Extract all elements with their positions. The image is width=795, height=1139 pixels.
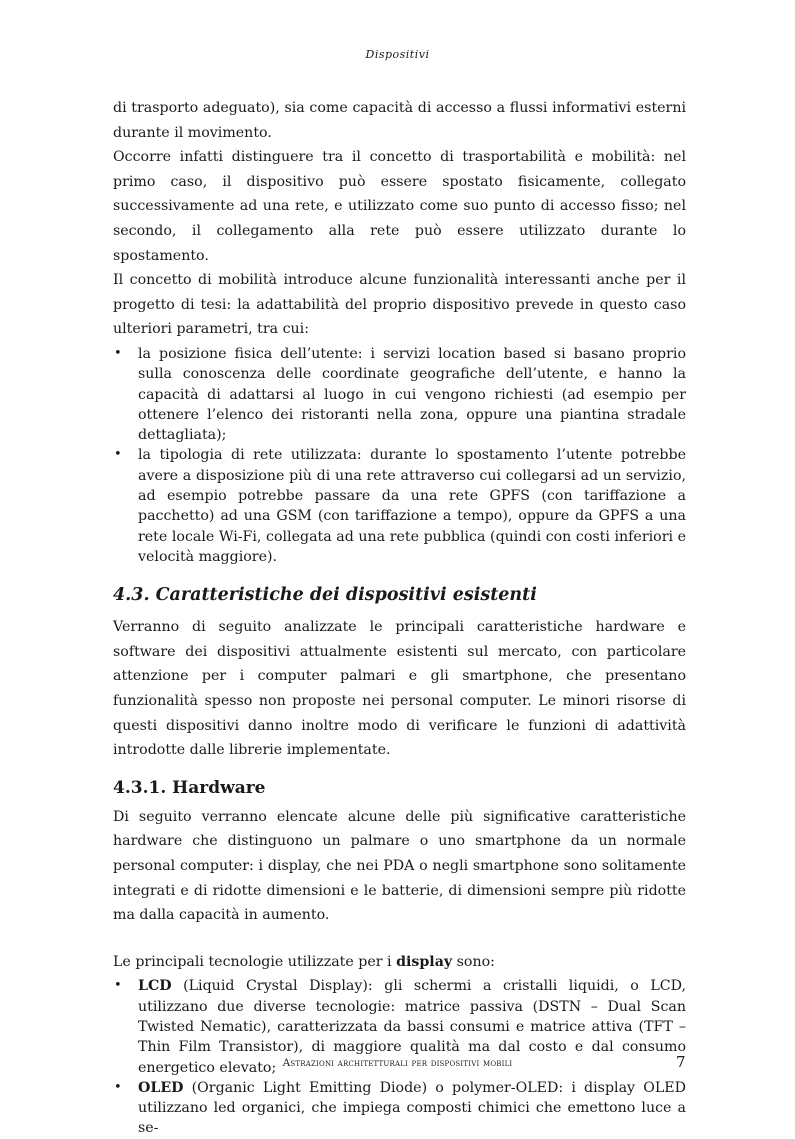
term-lcd: LCD xyxy=(138,978,172,995)
section-4-3-body: Verranno di seguito analizzate le principali caratteristiche hardware e software dei dispositivi attualmente esistenti sul mercato, con particolare attenzione per i computer palmari e gli smartphone, che presentano funzionalità spesso non proposte nei personal computer. Le minori risorse di questi dispositivi danno inoltre modo di verificare le funzioni di adattività introdotte dalle librerie implementate. xyxy=(113,619,686,759)
page-content xyxy=(113,96,686,1139)
display-intro-bold: display xyxy=(396,953,453,970)
display-intro xyxy=(113,950,686,975)
oled-description: (Organic Light Emitting Diode) o polymer-OLED: i display OLED utilizzano led organici, che impiega composti chimici che emettono luce a se- xyxy=(138,1079,686,1137)
paragraph-continued: di trasporto adeguato), sia come capacità di accesso a flussi informativi esterni durante il movimento. xyxy=(113,100,686,141)
paragraph-mobility-concept: Occorre infatti distinguere tra il concetto di trasportabilità e mobilità: nel primo caso, il dispositivo può essere spostato fisicamente, collegato successivamente ad una rete, e utilizzato come suo punto di accesso fisso; nel secondo, il collegamento alla rete può essere utilizzato durante lo spostamento. xyxy=(113,149,686,264)
page-number: 7 xyxy=(676,1053,686,1071)
hardware-body: Di seguito verranno elencate alcune delle più significative caratteristiche hardware che distinguono un palmare o uno smartphone da un normale personal computer: i display, che nei PDA o negli smartphone sono solitamente integrati e di ridotte dimensioni e le batterie, di dimensioni sempre più ridotte ma dalla capacità in aumento. xyxy=(113,808,686,924)
running-header: Dispositivi xyxy=(365,48,430,61)
footer-book-title: Astrazioni architetturali per dispositivi mobili xyxy=(282,1057,513,1069)
list-item: • la posizione fisica dell’utente: i servizi location based si basano proprio sulla conoscenza delle coordinate geografiche dell’utente, e hanno la capacità di adattarsi al luogo in cui vengono richiesti (ad esempio per ottenere l’elenco dei ristoranti nella zona, oppure una piantina stradale dettagliata); xyxy=(113,344,686,445)
subsection-heading-hardware: 4.3.1. Hardware xyxy=(113,777,266,798)
display-intro-after: sono: xyxy=(452,953,495,970)
page-footer xyxy=(0,1053,795,1073)
term-oled: OLED xyxy=(138,1079,184,1096)
section-heading-4-3: 4.3. Caratteristiche dei dispositivi esistenti xyxy=(113,585,537,606)
paragraph-adaptability: Il concetto di mobilità introduce alcune funzionalità interessanti anche per il progetto di tesi: la adattabilità del proprio dispositivo prevede in questo caso ulteriori parametri, tra cui: xyxy=(113,272,686,338)
display-intro-before: Le principali tecnologie utilizzate per i xyxy=(113,953,397,970)
mobility-parameters-list xyxy=(113,344,686,567)
list-item: • la tipologia di rete utilizzata: durante lo spostamento l’utente potrebbe avere a disposizione più di una rete attraverso cui collegarsi ad un servizio, ad esempio potrebbe passare da una rete GPFS (con tariffazione a pacchetto) ad una GSM (con tariffazione a tempo), oppure da GPFS a una rete locale Wi-Fi, collegata ad una rete pubblica (quindi con costi inferiori e velocità maggiore). xyxy=(113,445,686,567)
list-item-oled xyxy=(113,1078,686,1139)
lcd-description: (Liquid Crystal Display): gli schermi a cristalli liquidi, o LCD, utilizzano due diverse tecnologie: matrice passiva (DSTN – Dual Scan Twisted Nematic), caratterizzata da bassi consumi e matrice attiva (TFT – Thin Film Transistor), di maggiore qualità ma dal costo e dal consumo energetico elevato; xyxy=(138,978,686,1076)
spacer xyxy=(113,928,686,950)
